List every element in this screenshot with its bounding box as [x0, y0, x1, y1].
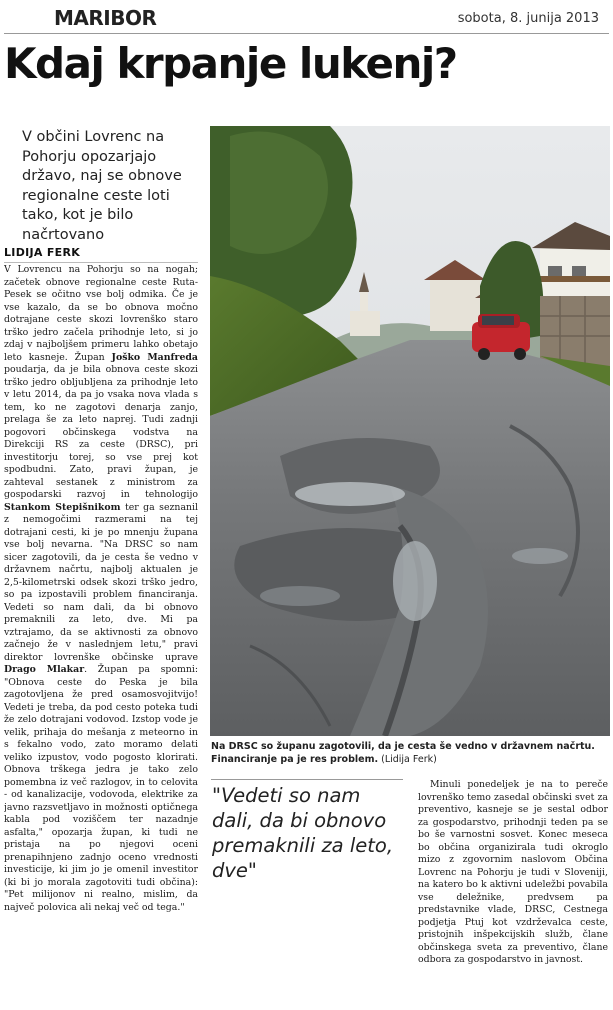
body-text-run: V Lovrencu na Pohorju so na nogah; začetek obnove regionalne ceste Ruta-Pesek se očitno vse bolj odmika. Če je vse kazalo, da se bo obnova močno dotrajane ceste skozi lovrenško staro trško jedro začela prihodnje leto, si jo zdaj v najboljšem primeru lahko obetajo leto kasneje. Župan	[4, 264, 198, 363]
body-paragraph	[4, 264, 198, 914]
body-text-run: . Župan pa spomni: "Obnova ceste do Peska je bila zagotovljena že pred osamosvojitvijo! Vedeti je treba, da pod cesto poteka tudi že zelo dotrajani vodovod. Izstop vode je velik, prihaja do mešanja z meteorno in s fekalno vodo, zato moramo delati veliko izpustov, vodo pogosto klorirati. Obnova trškega jedra je tako zelo pomembna iz več razlogov, in to celovita - od kanalizacije, vodovoda, elektrike za javno razsvetljavo in možnosti optičnega kabla pod voziščem ter nazadnje asfalta," opozarja župan, ki tudi ne pristaja na po njegovi oceni prenapihnjeno zadnjo oceno vrednosti investicije, ki jim jo je omenil investitor (ki bi jo morala zagotoviti tudi občina): "Pet milijonov ni realno, mislim, da največ polovica ali nekaj več od tega."	[4, 664, 198, 913]
body-text-run: ter ga seznanil z nemogočimi razmerami na tej dotrajani cesti, ki je po mnenju župana vse bolj nevarna. "Na DRSC so nam sicer zagotovili, da je cesta še vedno v državnem načrtu, najbolj aktualen je 2,5-kilometrski odsek skozi trško jedro, so pa izpostavili problem financiranja. Vedeti so nam dali, da bi obnovo premaknili za leto, dve. Mi pa vztrajamo, da se aktivnosti za obnovo začnejo že v naslednjem letu," pravi direktor lovrenške občinske uprave	[4, 501, 198, 663]
photo-caption	[211, 740, 609, 766]
page-header	[0, 0, 613, 34]
subheadline: V občini Lovrenc na Pohorju opozarjajo državo, naj se obnove regionalne ceste loti tako, kot je bilo načrtovano	[22, 129, 182, 243]
article-body	[4, 264, 198, 1010]
person-name: Joško Manfreda	[111, 351, 198, 363]
person-name: Stankom Stepišnikom	[4, 501, 121, 513]
pull-quote: "Vedeti so nam dali, da bi obnovo premaknili za leto, dve"	[212, 784, 394, 882]
article-column-3: Minuli ponedeljek je na to pereče lovrenško temo zasedal občinski svet za preventivo, kasneje se je sestal odbor za gospodarstvo, prihodnji teden pa se bo še varnostni sosvet. Konec meseca bo občina organizirala tudi okroglo mizo z zgovornim naslovom Občina Lovrenc na Pohorju je tudi v Sloveniji, na katero bo k aktivni udeležbi povabila vse deležnike, predvsem pa predstavnike vlade, DRSC, Cestnega podjetja Ptuj kot vzdrževalca ceste, pristojnih inšpekcijskih služb, člane občinskega sveta za preventivo, člane odbora za gospodarstvo in javnost.	[418, 779, 608, 965]
caption-text: Na DRSC so županu zagotovili, da je cesta še vedno v državnem načrtu. Financiranje pa je res problem.	[211, 741, 595, 765]
caption-credit: (Lidija Ferk)	[381, 754, 437, 765]
byline: LIDIJA FERK	[4, 246, 198, 263]
header-rule	[4, 33, 609, 34]
headline: Kdaj krpanje lukenj?	[4, 39, 457, 88]
issue-date: sobota, 8. junija 2013	[457, 11, 599, 26]
potholed-road-photo	[210, 126, 610, 736]
section-title: MARIBOR	[54, 6, 157, 30]
quote-rule	[211, 779, 403, 780]
body-text-run: poudarja, da je bila obnova ceste skozi trško jedro obljubljena za prihodnje leto v letu 2014, da pa jo vsaka nova vlada s tem, ko ne zagotovi denarja zanjo, prelaga še za leto naprej. Tudi zadnji pogovori občinskega vodstva na Direkciji RS za ceste (DRSC), pri investitorju torej, so vse prej kot spodbudni. Zato, pravi župan, je zahteval sestanek z ministrom za gospodarski razvoj in tehnologijo	[4, 364, 198, 500]
road-photo	[210, 126, 610, 736]
person-name: Drago Mlakar	[4, 664, 85, 675]
